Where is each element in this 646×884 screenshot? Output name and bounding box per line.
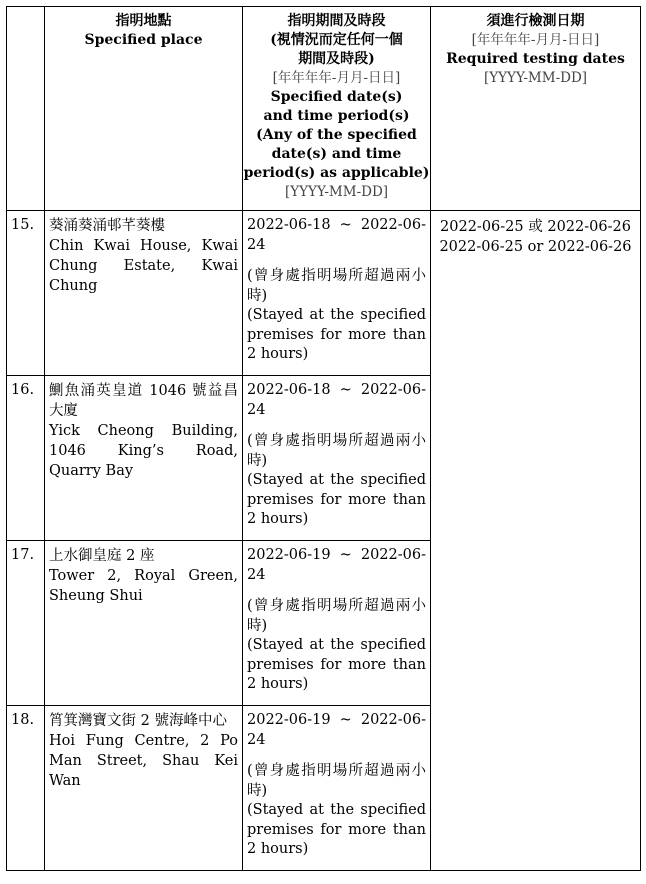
row-number: 17. bbox=[7, 541, 45, 706]
header-period-zh-2: (視情況而定任何一個 bbox=[270, 32, 403, 48]
header-period-en-2: and time period(s) bbox=[263, 108, 410, 124]
row-period bbox=[243, 706, 431, 871]
period-note-zh: (曾身處指明場所超過兩小時) bbox=[247, 433, 426, 469]
header-testing-cell bbox=[431, 7, 641, 211]
header-period-en-5: period(s) as applicable) bbox=[243, 165, 430, 181]
row-place bbox=[45, 706, 243, 871]
place-name-en: Yick Cheong Building, 1046 King’s Road, Quarry Bay bbox=[49, 423, 238, 479]
place-name-en: Tower 2, Royal Green, Sheung Shui bbox=[49, 568, 238, 604]
period-note-en: (Stayed at the specified premises for more than 2 hours) bbox=[247, 802, 426, 857]
row-period bbox=[243, 541, 431, 706]
header-period-en-1: Specified date(s) bbox=[270, 89, 403, 105]
period-note-en: (Stayed at the specified premises for more than 2 hours) bbox=[247, 472, 426, 527]
header-testing-format-zh: [年年年年-月月-日日] bbox=[471, 32, 600, 48]
place-name-zh: 筲箕灣寶文街 2 號海峰中心 bbox=[49, 713, 227, 729]
place-name-zh: 葵涌葵涌邨芊葵樓 bbox=[49, 218, 165, 234]
table-row bbox=[7, 211, 641, 376]
header-number-cell bbox=[7, 7, 45, 211]
period-note-zh: (曾身處指明場所超過兩小時) bbox=[247, 268, 426, 304]
row-period bbox=[243, 376, 431, 541]
testing-dates-en: 2022-06-25 or 2022-06-26 bbox=[439, 239, 632, 255]
header-period-en-4: date(s) and time bbox=[271, 146, 402, 162]
testing-dates-zh: 2022-06-25 或 2022-06-26 bbox=[440, 219, 631, 235]
header-period-format-en: [YYYY-MM-DD] bbox=[284, 184, 389, 200]
header-testing-zh: 須進行檢測日期 bbox=[486, 13, 585, 29]
header-testing-format-en: [YYYY-MM-DD] bbox=[483, 70, 588, 86]
header-period-format-zh: [年年年年-月月-日日] bbox=[272, 70, 401, 86]
period-dates: 2022-06-19 ~ 2022-06-24 bbox=[247, 547, 426, 583]
header-period-cell bbox=[243, 7, 431, 211]
period-note-en: (Stayed at the specified premises for more than 2 hours) bbox=[247, 637, 426, 692]
period-dates: 2022-06-18 ~ 2022-06-24 bbox=[247, 217, 426, 253]
specified-places-table bbox=[6, 6, 641, 871]
table-header-row bbox=[7, 7, 641, 211]
period-note-en: (Stayed at the specified premises for more than 2 hours) bbox=[247, 307, 426, 362]
row-number: 18. bbox=[7, 706, 45, 871]
header-period-zh-1: 指明期間及時段 bbox=[287, 13, 386, 29]
row-place bbox=[45, 541, 243, 706]
period-dates: 2022-06-19 ~ 2022-06-24 bbox=[247, 712, 426, 748]
period-note-zh: (曾身處指明場所超過兩小時) bbox=[247, 763, 426, 799]
row-number: 15. bbox=[7, 211, 45, 376]
place-name-en: Hoi Fung Centre, 2 Po Man Street, Shau Kei Wan bbox=[49, 733, 238, 789]
header-period-zh-3: 期間及時段) bbox=[298, 51, 375, 67]
place-name-zh: 鰂魚涌英皇道 1046 號益昌大廈 bbox=[49, 383, 238, 419]
period-dates: 2022-06-18 ~ 2022-06-24 bbox=[247, 382, 426, 418]
header-place-cell bbox=[45, 7, 243, 211]
row-place bbox=[45, 376, 243, 541]
row-period bbox=[243, 211, 431, 376]
header-period-en-3: (Any of the specified bbox=[256, 127, 417, 143]
row-number: 16. bbox=[7, 376, 45, 541]
place-name-zh: 上水御皇庭 2 座 bbox=[49, 548, 155, 564]
header-place-en: Specified place bbox=[84, 32, 203, 48]
required-testing-dates-cell bbox=[431, 211, 641, 871]
period-note-zh: (曾身處指明場所超過兩小時) bbox=[247, 598, 426, 634]
place-name-en: Chin Kwai House, Kwai Chung Estate, Kwai Chung bbox=[49, 238, 238, 294]
row-place bbox=[45, 211, 243, 376]
header-testing-en: Required testing dates bbox=[446, 51, 625, 67]
header-place-zh: 指明地點 bbox=[115, 13, 172, 29]
